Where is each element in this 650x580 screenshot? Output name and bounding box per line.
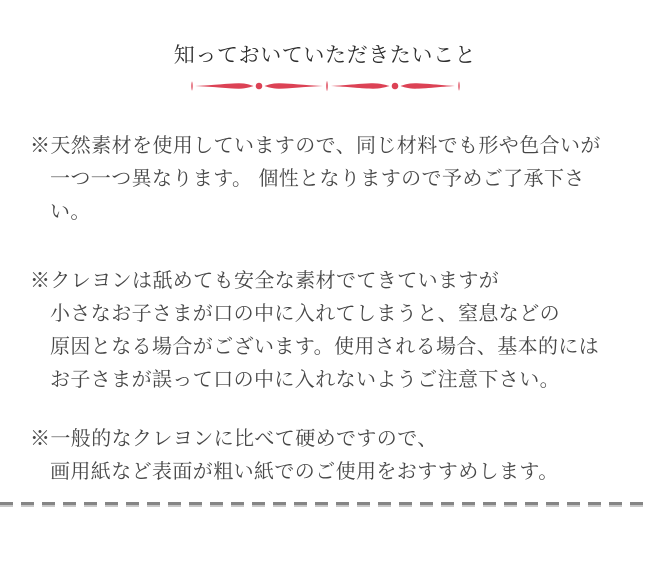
page-title: 知っておいていただきたいこと	[173, 44, 477, 67]
divider-center-diamond	[326, 81, 328, 91]
note-safety-warning	[30, 265, 622, 397]
note-hardness-recommendation	[30, 423, 622, 489]
note-natural-materials	[30, 130, 622, 229]
divider-stroke	[401, 83, 456, 88]
note-line: 原因となる場合がございます。使用される場合、基本的には	[50, 336, 600, 358]
divider-dot	[256, 83, 263, 90]
note-line: ※天然素材を使用していますので、同じ材料でも形や色合いが	[30, 135, 601, 157]
dashed-divider	[0, 502, 650, 507]
notes-section	[0, 130, 650, 489]
divider-left-tick	[191, 81, 192, 91]
divider-stroke	[265, 83, 324, 88]
crayon-divider-ornament	[189, 79, 461, 93]
divider-stroke	[331, 83, 390, 88]
note-line: 画用紙など表面が粗い紙でのご使用をおすすめします。	[50, 461, 559, 483]
divider-right-tick	[458, 81, 459, 91]
note-line: お子さまが誤って口の中に入れないようご注意下さい。	[50, 369, 560, 391]
note-line: 一つ一つ異なります。 個性となりますので予めご了承下さい。	[50, 168, 585, 223]
divider-stroke	[195, 83, 254, 88]
divider-dot	[392, 83, 399, 90]
divider-strokes	[191, 81, 459, 91]
note-line: ※一般的なクレヨンに比べて硬めですので、	[30, 428, 438, 450]
note-line: ※クレヨンは舐めても安全な素材でてきていますが	[30, 270, 500, 292]
note-line: 小さなお子さまが口の中に入れてしまうと、窒息などの	[50, 303, 560, 325]
